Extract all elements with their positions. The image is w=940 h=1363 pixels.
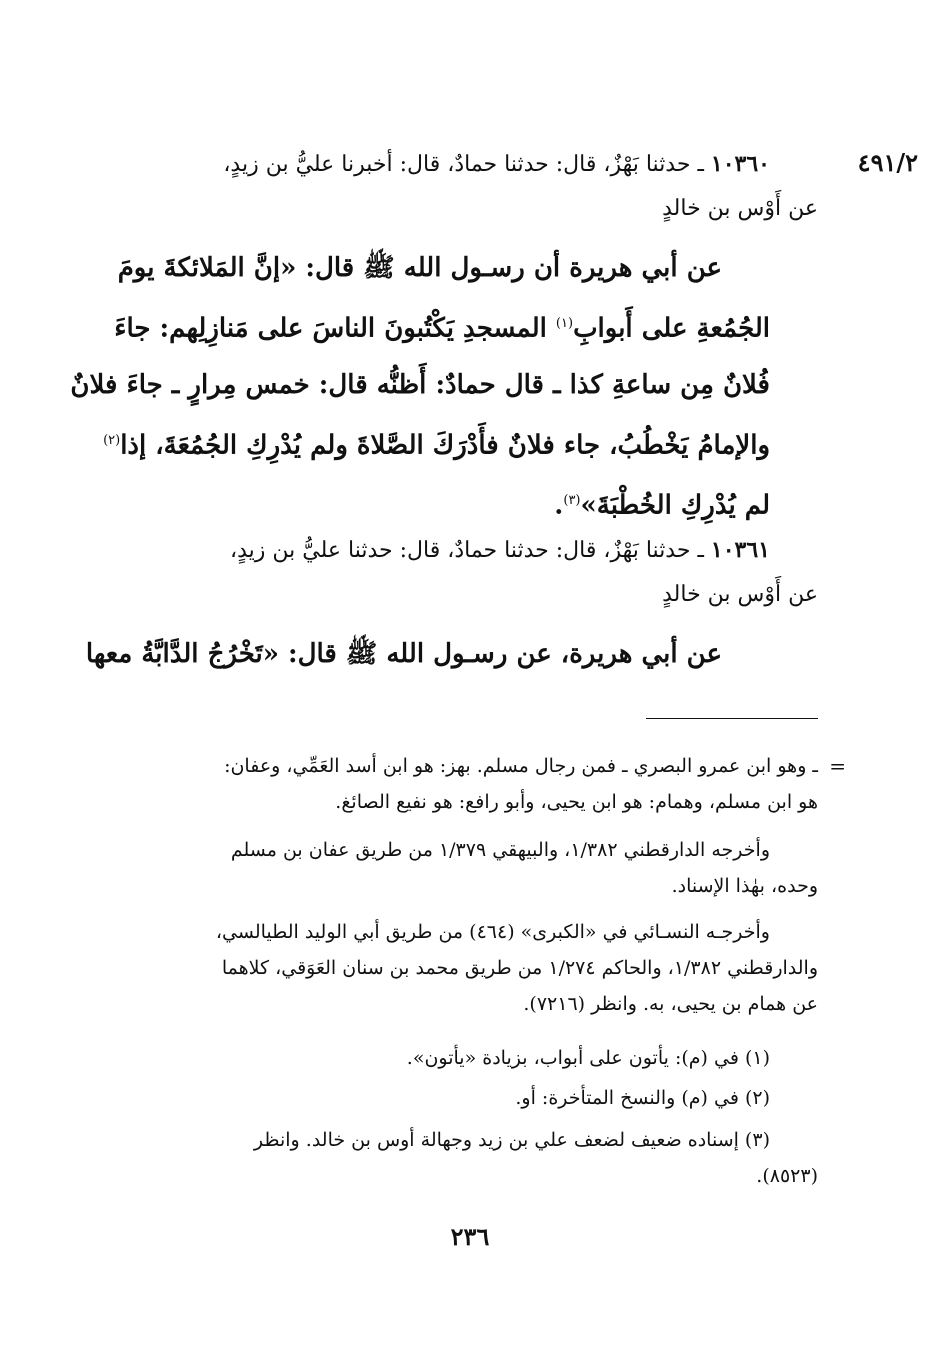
isnad-text: ـ حدثنا بَهْزٌ، قال: حدثنا حمادٌ، قال: حدثنا عليُّ بن زيدٍ،: [230, 538, 704, 563]
page-number: ٢٣٦: [450, 1222, 490, 1251]
hadith-number: ١٠٣٦٠: [710, 151, 770, 177]
footnote-3: [118, 1122, 818, 1194]
matn-text: والإمامُ يَخْطُبُ، جاء فلانٌ فأَدْرَكَ الصَّلاةَ ولم يُدْرِكِ الجُمُعَةَ، إذا: [120, 430, 770, 461]
hadith-10361-matn: [85, 626, 818, 682]
footnote-line: (٨٥٢٣).: [756, 1165, 818, 1187]
isnad-line-1: [118, 142, 818, 187]
footnote-line: ـ وهو ابن عمرو البصري ـ فمن رجال مسلم. بهز: هو ابن أسد العَمِّي، وعفان:: [224, 755, 818, 777]
footnote-line: (٢) في (م) والنسخ المتأخرة: أو.: [515, 1087, 770, 1109]
footnote-line: عن همام بن يحيى، به. وانظر (٧٢١٦).: [523, 993, 818, 1015]
footnote-line: (١) في (م): يأتون على أبواب، بزيادة «يأتون».: [406, 1047, 770, 1069]
matn-line-1: عن أبي هريرة أن رسـول الله ﷺ قال: «إنَّ المَلائكةَ يومَ: [117, 253, 722, 283]
matn-line-2: [114, 296, 818, 357]
footnote-marker-1[interactable]: (١): [555, 316, 574, 331]
footnote-line: وحده، بهٰذا الإسناد.: [671, 875, 818, 897]
isnad-line-2: عن أَوْس بن خالدٍ: [662, 196, 818, 221]
footnote-separator: [646, 718, 818, 719]
matn-line-3: فُلانٌ مِن ساعةِ كذا ـ قال حمادٌ: أَظنُّه قال: خمس مِرارٍ ـ جاءَ فلانٌ: [70, 369, 770, 400]
footnote-paragraph-2: [118, 832, 818, 904]
hadith-number: ١٠٣٦١: [710, 537, 770, 563]
footnote-paragraph-3: [118, 914, 818, 1022]
footnote-line: (٣) إسناده ضعيف لضعف علي بن زيد وجهالة أوس بن خالد. وانظر: [253, 1129, 770, 1151]
footnote-marker-3[interactable]: (٣): [563, 493, 581, 509]
isnad-line-2: عن أَوْس بن خالدٍ: [662, 582, 818, 607]
footnote-line: هو ابن مسلم، وهمام: هو ابن يحيى، وأبو رافع: هو نفيع الصائغ.: [335, 791, 818, 813]
hadith-10361-isnad: [118, 528, 818, 617]
matn-line-1: عن أبي هريرة، عن رسـول الله ﷺ قال: «تَخْرُجُ الدَّابَّةُ معها: [85, 639, 722, 669]
matn-line-4: [103, 413, 818, 474]
isnad-text: ـ حدثنا بَهْزٌ، قال: حدثنا حمادٌ، قال: أخبرنا عليُّ بن زيدٍ،: [223, 152, 704, 177]
footnote-2: [118, 1080, 818, 1116]
continuation-mark: =: [829, 754, 846, 778]
margin-volume-page-reference: ٤٩١/٢: [857, 148, 918, 177]
footnote-line: والدارقطني ١/٣٨٢، والحاكم ١/٢٧٤ من طريق محمد بن سنان العَوَقي، كلاهما: [221, 957, 818, 979]
footnote-line: وأخرجـه النسـائي في «الكبرى» (٤٦٤) من طريق أبي الوليد الطيالسي،: [215, 921, 770, 943]
matn-text: المسجدِ يَكْتُبونَ الناسَ على مَنازِلِهم: جاءَ: [114, 313, 556, 344]
hadith-10360-matn: [70, 240, 818, 534]
hadith-10360-isnad: [118, 142, 818, 231]
matn-text: لم يُدْرِكِ الخُطْبَةَ»: [580, 490, 770, 521]
footnote-line: وأخرجه الدارقطني ١/٣٨٢، والبيهقي ١/٣٧٩ من طريق عفان بن مسلم: [230, 839, 770, 861]
footnote-marker-2[interactable]: (٢): [103, 432, 121, 448]
footnote-1: [118, 1040, 818, 1076]
matn-line-5: [118, 473, 818, 534]
matn-text: الجُمُعةِ على أَبوابِ: [573, 313, 770, 344]
matn-end-dot: .: [554, 490, 564, 521]
footnote-continuation: [118, 748, 846, 820]
isnad-line-1: [118, 528, 818, 573]
